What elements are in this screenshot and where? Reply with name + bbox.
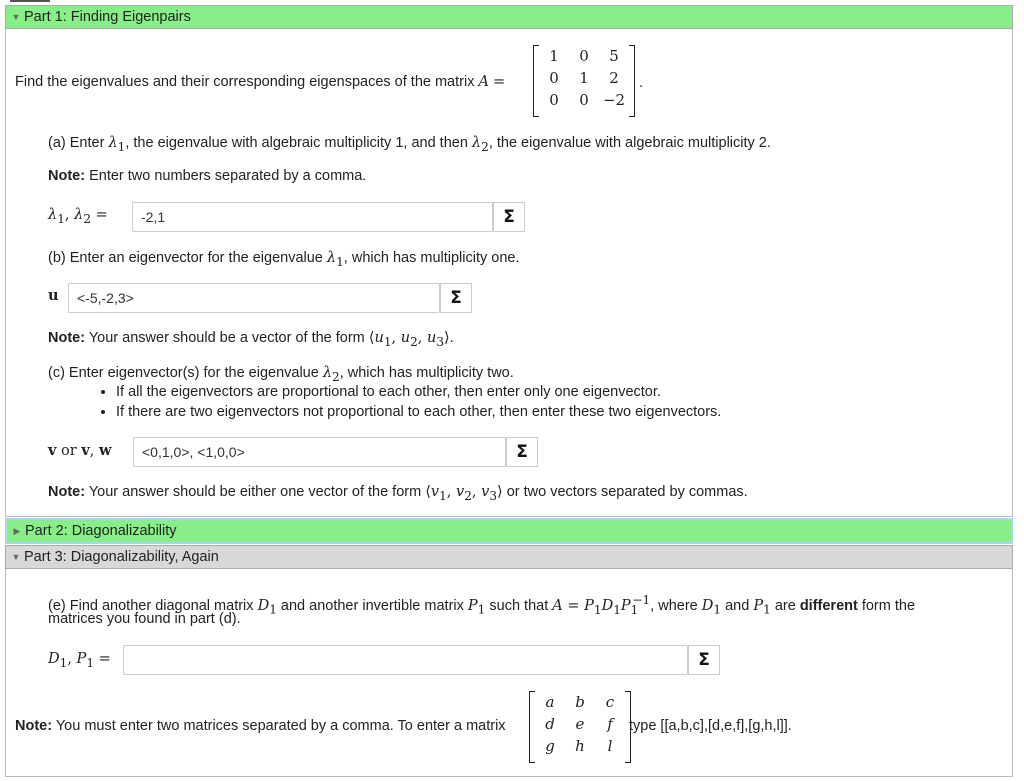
expanded-triangle-icon: ▼ [11,552,21,562]
matrix-a-cell: 2 [609,69,619,87]
eigenvalues-input[interactable]: -2,1 [132,202,493,232]
u-label: u [48,287,59,304]
part-a-note: Note: Enter two numbers separated by a comma. [48,168,367,184]
example-matrix-cell: e [575,715,585,733]
example-matrix-cell: d [545,715,555,733]
type-instruction: type [[a,b,c],[d,e,f],[g,h,l]]. [629,718,792,734]
matrix-var: A [478,74,489,90]
matrix-a-cell: 0 [579,91,589,109]
part-e-prompt-line2: matrices you found in part (d). [48,611,241,627]
example-matrix-cell: c [605,693,615,711]
part1-title: Part 1: Finding Eigenpairs [24,9,191,25]
example-matrix-cell: a [545,693,555,711]
part-b-note: Note: Your answer should be a vector of the form $⟨u_1$, $u_2$, $u_3⟩$. [48,330,454,349]
part-e-note: Note: You must enter two matrices separated by a comma. To enter a matrix [15,718,506,734]
example-matrix-cell: f [607,715,613,733]
matrices-dp-input[interactable] [123,645,688,675]
example-matrix [529,691,631,763]
part3-title: Part 3: Diagonalizability, Again [24,549,219,565]
dp-label: $D_1$, $P_1$ = [48,651,111,670]
example-matrix-cell: b [575,693,585,711]
lambda-label: $\lambda_1$, $\lambda_2$ = [48,207,108,226]
eigenvectors-vw-input[interactable]: <0,1,0>, <1,0,0> [133,437,506,467]
intro-sentence: Find the eigenvalues and their corresponding eigenspaces of the matrix [15,74,475,90]
part3-panel [5,569,1013,777]
sigma-button-b[interactable]: Σ [440,283,472,313]
matrix-A [533,45,635,117]
part2-title: Part 2: Diagonalizability [25,523,177,539]
part-b-prompt: (b) Enter an eigenvector for the eigenvalue $\lambda_1$, which has multiplicity one. [48,250,520,269]
part-c-prompt: (c) Enter eigenvector(s) for the eigenvalue $\lambda_2$, which has multiplicity two. [48,365,514,384]
matrix-a-cell: 5 [609,47,619,65]
intro-text: Find the eigenvalues and their corresponding eigenspaces of the matrix A = [15,74,506,90]
matrix-a-cell: −2 [602,91,626,109]
vw-label: v or v, w [48,442,112,459]
list-item: • If there are two eigenvectors not proportional to each other, then enter these two eigenvectors. [116,402,721,422]
matrix-a-cell: 1 [549,47,559,65]
part2-header[interactable] [5,518,1013,544]
list-item: • If all the eigenvectors are proportional to each other, then enter only one eigenvector. [116,382,721,402]
matrix-a-cell: 0 [549,69,559,87]
collapsed-triangle-icon: ▶ [13,525,21,536]
sigma-button-a[interactable]: Σ [493,202,525,232]
part3-header[interactable] [5,545,1013,569]
eigenvector-u-input[interactable]: <-5,-2,3> [68,283,440,313]
part-c-bullets [96,382,721,422]
sigma-button-c[interactable]: Σ [506,437,538,467]
matrix-a-cell: 0 [579,47,589,65]
example-matrix-cell: h [575,737,585,755]
sigma-button-e[interactable]: Σ [688,645,720,675]
part-a-prompt: (a) Enter $\lambda_1$, the eigenvalue with algebraic multiplicity 1, and then $\lambda_2$, the eigenvalue with algebraic multiplicity 2. [48,135,771,154]
part-e-prompt: (e) Find another diagonal matrix $D_1$ and another invertible matrix $P_1$ such that $A = P_1D_1P_1^{-1}$, where $D_1$ and $P_1$ are different form the [48,593,916,617]
example-matrix-cell: l [607,737,613,755]
expanded-triangle-icon: ▼ [11,12,21,22]
top-divider [10,0,50,2]
part1-panel: Find the eigenvalues and their corresponding eigenspaces of the matrix A = 1 0 5 0 1 2 0 0 −2 . (a) Enter $\lambda_1$, the eigenvalue with algebraic multiplicity 1, and then $\lambda_2$, the eigenvalue with algebraic multiplicity 2. Note: Enter two numbers separated by a comma. $\lambda_1$, $\lambda_2$ = -2,1 Σ (b) Enter an eigenvector for the eigenvalue $\lambda_1$, which has multiplicity one. u <-5,-2,3> Σ Note: Your answer should be a vector of the form $⟨u_1$, $u_2$, $u_3⟩$. (c) Enter eigenvector(s) for the eigenvalue $\lambda_2$, which has multiplicity two. • If all the eigenvectors are proportional to each other, then enter only one eigenvector. • If there are two eigenvectors not proportional to each other, then enter these two eigenvectors. v or v, w <0,1,0>, <1,0,0> Σ Note: Your answer should be either one vector of the form $⟨v_1$, $v_2$, $v_3⟩$ or two vectors separated by commas. [5,29,1013,517]
example-matrix-cell: g [545,737,555,755]
part1-header[interactable] [5,5,1013,29]
matrix-a-cell: 1 [579,69,589,87]
matrix-a-cell: 0 [549,91,559,109]
part-c-note: Note: Your answer should be either one vector of the form $⟨v_1$, $v_2$, $v_3⟩$ or two vectors separated by commas. [48,484,748,503]
